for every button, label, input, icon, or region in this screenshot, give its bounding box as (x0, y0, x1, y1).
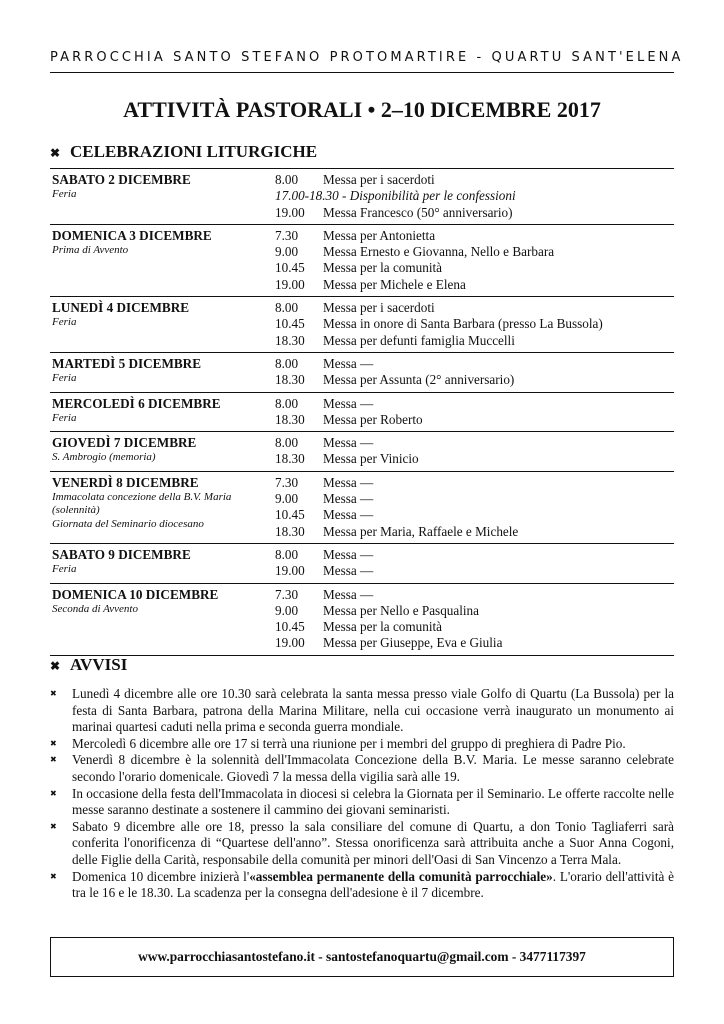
event-time: 7.30 (275, 227, 299, 243)
day-name: SABATO 9 DICEMBRE (52, 546, 191, 562)
event-time: 19.00 (275, 563, 305, 579)
schedule-day-row (50, 472, 674, 544)
notice-text-pre: Lunedì 4 dicembre alle ore 10.30 sarà celebrata la santa messa presso viale Golfo di Quartu (La Bussola) per la festa di Santa Barbara, patrona della Marina Militare, nella cui occasione verrà inaugurato un monumento ai marinai quartesi caduti nella prima e seconda guerra mondiale. (72, 686, 674, 735)
event-line (275, 316, 674, 332)
event-line (275, 205, 674, 221)
event-line (275, 260, 674, 276)
event-description: Messa per defunti famiglia Muccelli (323, 332, 515, 348)
event-line (275, 507, 674, 523)
day-name: VENERDÌ 8 DICEMBRE (52, 474, 199, 490)
event-description: Messa — (323, 491, 374, 507)
day-info (50, 475, 275, 540)
event-time: 19.00 (275, 276, 305, 292)
contacts-footer (50, 937, 674, 977)
event-note: 17.00-18.30 - Disponibilità per le confessioni (275, 188, 516, 204)
notice-text-post: . L'orario dell'attività è tra le 16 e le 18.30. La scadenza per la consegna dell'adesione è il 7 dicembre. (72, 868, 674, 901)
event-line (275, 244, 674, 260)
notice-item (50, 819, 674, 869)
event-description: Messa — (323, 563, 374, 579)
event-line (275, 563, 674, 579)
schedule-day-row (50, 297, 674, 353)
asterisk-bullet-icon: ✖ (50, 755, 57, 765)
day-events (275, 356, 674, 389)
event-description: Messa per Giuseppe, Eva e Giulia (323, 635, 503, 651)
asterisk-bullet-icon: ✖ (50, 146, 61, 160)
asterisk-bullet-icon: ✖ (50, 821, 57, 831)
section-avvisi-heading (50, 655, 127, 675)
day-info (50, 435, 275, 468)
event-line (275, 587, 674, 603)
event-time: 19.00 (275, 204, 305, 220)
day-events (275, 172, 674, 221)
asterisk-bullet-icon: ✖ (50, 738, 57, 748)
day-name: DOMENICA 3 DICEMBRE (52, 227, 212, 243)
notice-text-pre: Mercoledì 6 dicembre alle ore 17 si terrà una riunione per i membri del gruppo di preghiera di Padre Pio. (72, 735, 626, 751)
day-events (275, 435, 674, 468)
event-time: 8.00 (275, 546, 299, 562)
day-name: DOMENICA 10 DICEMBRE (52, 586, 219, 602)
day-info (50, 547, 275, 580)
event-line (275, 396, 674, 412)
asterisk-bullet-icon: ✖ (50, 871, 57, 881)
event-time: 7.30 (275, 586, 299, 602)
event-line (275, 172, 674, 188)
day-info (50, 300, 275, 349)
event-line (275, 491, 674, 507)
day-note: Feria (52, 562, 77, 575)
day-note: (solennità) (52, 504, 100, 517)
event-line (275, 188, 674, 204)
day-events (275, 547, 674, 580)
event-line (275, 228, 674, 244)
event-time: 18.30 (275, 523, 305, 539)
event-description: Messa — (323, 546, 374, 562)
event-description: Messa — (323, 474, 374, 490)
event-description: Messa in onore di Santa Barbara (presso La Bussola) (323, 316, 603, 332)
event-line (275, 333, 674, 349)
event-line (275, 356, 674, 372)
event-time: 18.30 (275, 451, 305, 467)
day-note: Feria (52, 411, 77, 424)
event-time: 9.00 (275, 602, 299, 618)
notice-text-pre: Sabato 9 dicembre alle ore 18, presso la sala consiliare del comune di Quartu, a don Tonio Tagliaferri sarà conferita l'onorificenza di “Quartese dell'anno”. Stessa onorificenza sarà attribuita anche a Suor Anna Cogoni, delle Figlie della Carità, responsabile della comunità per minori dell'Oasi di San Vincenzo a Terra Mala. (72, 818, 674, 867)
event-line (275, 300, 674, 316)
schedule-day-row (50, 393, 674, 433)
event-description: Messa per Nello e Pasqualina (323, 602, 480, 618)
day-events (275, 587, 674, 652)
section-avvisi-title: AVVISI (70, 655, 128, 674)
asterisk-bullet-icon: ✖ (50, 659, 61, 673)
event-description: Messa — (323, 586, 374, 602)
event-description: Messa per Roberto (323, 411, 423, 427)
day-note: S. Ambrogio (memoria) (52, 451, 156, 464)
parish-header: PARROCCHIA SANTO STEFANO PROTOMARTIRE - QUARTU SANT'ELENA (50, 50, 684, 65)
event-line (275, 603, 674, 619)
event-description: Messa per Michele e Elena (323, 276, 466, 292)
section-celebrations-heading (50, 142, 317, 162)
day-note: Feria (52, 371, 77, 384)
event-description: Messa per i sacerdoti (323, 172, 435, 187)
event-time: 8.00 (275, 435, 299, 451)
event-time: 10.45 (275, 316, 305, 332)
schedule-day-row (50, 432, 674, 472)
event-time: 7.30 (275, 474, 299, 490)
event-time: 8.00 (275, 355, 299, 371)
day-info (50, 356, 275, 389)
event-time: 18.30 (275, 372, 305, 388)
header-divider (50, 72, 674, 73)
event-line (275, 277, 674, 293)
asterisk-bullet-icon: ✖ (50, 788, 57, 798)
notices-list (50, 686, 674, 902)
notice-text-pre: In occasione della festa dell'Immacolata in diocesi si celebra la Giornata per il Seminario. Le offerte raccolte nelle messe saranno destinate a sostenere il cammino dei giovani seminaristi. (72, 785, 674, 818)
liturgical-schedule-table (50, 168, 674, 656)
event-description: Messa per Maria, Raffaele e Michele (323, 523, 519, 539)
event-description: Messa Ernesto e Giovanna, Nello e Barbara (323, 244, 555, 260)
event-line (275, 412, 674, 428)
event-description: Messa per Antonietta (323, 227, 436, 243)
day-name: SABATO 2 DICEMBRE (52, 172, 191, 187)
day-events (275, 475, 674, 540)
notice-text-bold: «assemblea permanente della comunità parrocchiale» (249, 868, 553, 884)
schedule-day-row (50, 169, 674, 225)
day-info (50, 172, 275, 221)
event-description: Messa — (323, 395, 374, 411)
day-info (50, 587, 275, 652)
day-name: LUNEDÌ 4 DICEMBRE (52, 300, 190, 316)
schedule-day-row (50, 225, 674, 297)
day-events (275, 228, 674, 293)
event-time: 18.30 (275, 411, 305, 427)
day-note: Giornata del Seminario diocesano (52, 517, 204, 530)
event-time: 9.00 (275, 491, 299, 507)
schedule-day-row (50, 544, 674, 584)
event-time: 10.45 (275, 619, 305, 635)
schedule-day-row (50, 353, 674, 393)
section-celebrations-title: CELEBRAZIONI LITURGICHE (70, 142, 318, 161)
event-description: Messa Francesco (50° anniversario) (323, 204, 513, 220)
schedule-day-row (50, 584, 674, 656)
event-line (275, 547, 674, 563)
event-time: 8.00 (275, 395, 299, 411)
event-line (275, 451, 674, 467)
event-time: 8.00 (275, 300, 299, 316)
notice-item (50, 686, 674, 736)
notice-item (50, 752, 674, 785)
day-info (50, 396, 275, 429)
event-description: Messa per i sacerdoti (323, 300, 435, 316)
day-note: Seconda di Avvento (52, 602, 138, 615)
event-description: Messa per Assunta (2° anniversario) (323, 372, 515, 388)
day-note: Feria (52, 188, 77, 200)
day-events (275, 300, 674, 349)
day-name: MARTEDÌ 5 DICEMBRE (52, 355, 202, 371)
day-info (50, 228, 275, 293)
event-line (275, 524, 674, 540)
event-line (275, 619, 674, 635)
notice-text-pre: Domenica 10 dicembre inizierà l' (72, 868, 250, 884)
event-description: Messa — (323, 355, 374, 371)
event-description: Messa — (323, 507, 374, 523)
event-time: 10.45 (275, 507, 305, 523)
notice-item (50, 786, 674, 819)
page-title: ATTIVITÀ PASTORALI • 2–10 DICEMBRE 2017 (123, 97, 601, 122)
day-events (275, 396, 674, 429)
day-note: Feria (52, 316, 77, 329)
event-description: Messa per Vinicio (323, 451, 419, 467)
event-description: Messa per la comunità (323, 619, 443, 635)
event-time: 9.00 (275, 244, 299, 260)
event-line (275, 635, 674, 651)
event-time: 10.45 (275, 260, 305, 276)
notice-item (50, 869, 674, 902)
notice-item (50, 736, 674, 753)
event-line (275, 435, 674, 451)
event-line (275, 372, 674, 388)
asterisk-bullet-icon: ✖ (50, 689, 57, 698)
event-time: 18.30 (275, 332, 305, 348)
event-line (275, 475, 674, 491)
day-name: GIOVEDÌ 7 DICEMBRE (52, 435, 197, 451)
event-description: Messa per la comunità (323, 260, 443, 276)
event-description: Messa — (323, 435, 374, 451)
contacts-text: www.parrocchiasantostefano.it - santostefanoquartu@gmail.com - 3477117397 (138, 949, 586, 964)
notice-text-pre: Venerdì 8 dicembre è la solennità dell'Immacolata Concezione della B.V. Maria. Le messe saranno celebrate secondo l'orario domenicale. Giovedì 7 la messa della vigilia sarà alle 19. (72, 752, 674, 784)
event-time: 8.00 (275, 172, 299, 187)
day-note: Immacolata concezione della B.V. Maria (52, 490, 232, 503)
day-name: MERCOLEDÌ 6 DICEMBRE (52, 395, 221, 411)
event-time: 19.00 (275, 635, 305, 651)
day-note: Prima di Avvento (52, 243, 129, 256)
